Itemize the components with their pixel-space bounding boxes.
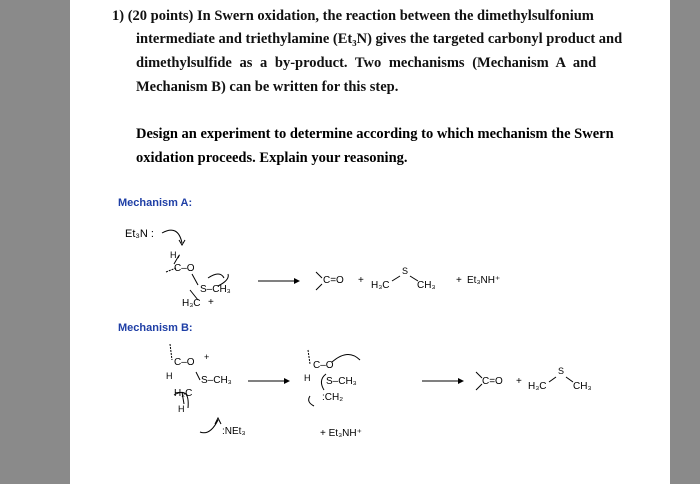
mech-a-plus-2: +: [456, 275, 462, 286]
right-margin: [670, 0, 700, 484]
mech-b-ylide-ch2: :CH₂: [322, 392, 344, 403]
mech-b-s-ch3: S–CH₃: [201, 375, 232, 386]
question-line-1: 1) (20 points) In Swern oxidation, the reaction between the dimethylsulfonium: [112, 8, 594, 24]
mech-a-dms-left: H₃C: [371, 280, 390, 291]
mechanism-arrows: [70, 0, 670, 484]
mech-a-plus-1: +: [358, 275, 364, 286]
mech-a-dms-right: CH₃: [417, 280, 436, 291]
mech-b-h2c: H₂C: [174, 388, 193, 399]
question-line-4: Mechanism B) can be written for this step.: [136, 79, 399, 95]
mech-b-curved-arrow-2: [200, 420, 218, 433]
question-line-3: dimethylsulfide as a by-product. Two mechanisms (Mechanism A and: [136, 55, 597, 71]
mech-a-c-o: C–O: [174, 263, 195, 274]
mech-b-h: H: [166, 371, 173, 381]
mech-b-ylide-salt: + Et₃NH⁺: [320, 428, 362, 439]
design-line-2: oxidation proceeds. Explain your reasoning.: [136, 150, 408, 166]
mech-b-carbonyl: C=O: [482, 376, 503, 387]
document-page: [70, 0, 670, 484]
design-line-1: Design an experiment to determine according to which mechanism the Swern: [136, 126, 614, 142]
mech-a-byproduct: Et₃NH⁺: [467, 275, 501, 286]
mech-b-ylide-h: H: [304, 373, 311, 383]
mech-a-carbonyl: C=O: [323, 275, 344, 286]
mech-a-dms-s: S: [402, 266, 409, 276]
mech-b-curved-arrow-3: [332, 354, 360, 362]
mech-a-curved-arrow-3: [208, 274, 224, 278]
question-line-2: intermediate and triethylamine (Et₃N) gives the targeted carbonyl product and: [136, 31, 623, 47]
mech-a-hydrogen: H: [170, 250, 177, 260]
mech-b-charge: +: [204, 352, 210, 362]
mech-b-ylide-s: S–CH₃: [326, 376, 357, 387]
mech-b-dms-right: CH₃: [573, 381, 592, 392]
mech-b-plus: +: [516, 376, 522, 387]
left-margin: [0, 0, 70, 484]
mech-a-base: Et₃N :: [125, 228, 154, 240]
mechanism-b-label: Mechanism B:: [118, 322, 193, 334]
mech-b-base: :NEt₃: [222, 426, 246, 437]
mechanism-a-label: Mechanism A:: [118, 197, 193, 209]
mech-b-h-bottom: H: [178, 404, 185, 414]
mech-a-charge: +: [208, 297, 214, 308]
mech-a-h3c: H₃C: [182, 298, 201, 309]
mech-b-ylide-c-o: C–O: [313, 360, 334, 371]
mech-a-curved-arrow-1: [162, 230, 182, 243]
mech-b-dms-left: H₃C: [528, 381, 547, 392]
mech-b-dms-s: S: [558, 366, 565, 376]
mech-b-curved-arrow-4: [309, 396, 314, 406]
mech-b-c-o: C–O: [174, 357, 195, 368]
mech-a-s-ch3: S–CH₃: [200, 284, 231, 295]
